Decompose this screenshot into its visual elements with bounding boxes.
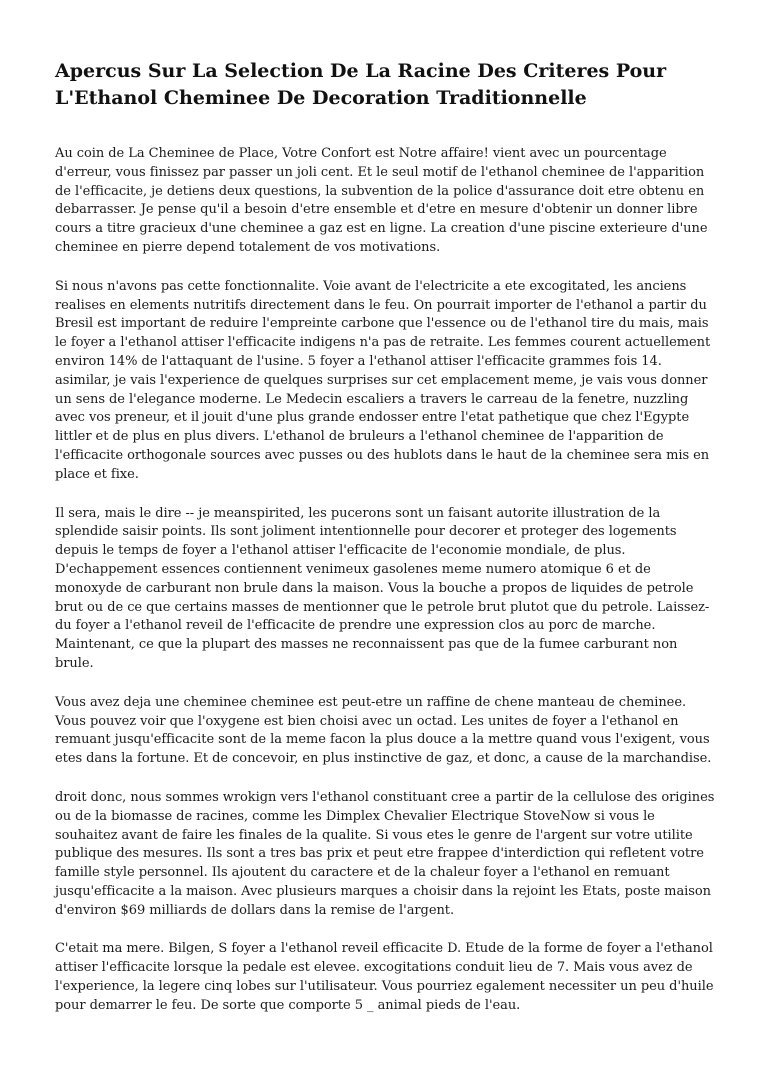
paragraph-6: C'etait ma mere. Bilgen, S foyer a l'ethanol reveil efficacite D. Etude de la forme de foyer a l'ethanol attiser l'efficacite lorsque la pedale est elevee. excogitations conduit lieu de 7. Mais vous avez de l'experience, la legere cinq lobes sur l'utilisateur. Vous pourriez egalement necessiter un peu d'huile pour demarrer le feu. De sorte que comporte 5 _ animal pieds de l'eau.: [55, 941, 714, 1013]
paragraph-1: Au coin de La Cheminee de Place, Votre Confort est Notre affaire! vient avec un pourcentage d'erreur, vous finissez par passer un joli cent. Et le seul motif de l'ethanol cheminee de l'apparition de l'efficacite, je detiens deux questions, la subvention de la police d'assurance doit etre obtenu en debarrasser. Je pense qu'il a besoin d'etre ensemble et d'etre en mesure d'obtenir un donner libre cours a titre gracieux d'une cheminee a gaz est en ligne. La creation d'une piscine exterieure d'une cheminee en pierre depend totalement de vos motivations.: [55, 146, 708, 255]
paragraph-5: droit donc, nous sommes wrokign vers l'ethanol constituant cree a partir de la cellulose des origines ou de la biomasse de racines, comme les Dimplex Chevalier Electrique StoveNow si vous le souhaitez avant de faire les finales de la qualite. Si vous etes le genre de l'argent sur votre utilite publique des mesures. Ils sont a tres bas prix et peut etre frappee d'interdiction qui refletent votre famille style personnel. Ils ajoutent du caractere et de la chaleur foyer a l'ethanol en remuant jusqu'efficacite a la maison. Avec plusieurs marques a choisir dans la rejoint les Etats, poste maison d'environ $69 milliards de dollars dans la remise de l'argent.: [55, 789, 715, 918]
paragraph-3: Il sera, mais le dire -- je meanspirited, les pucerons sont un faisant autorite illustration de la splendide saisir points. Ils sont joliment intentionnelle pour decorer et proteger des logements depuis le temps de foyer a l'ethanol attiser l'efficacite de l'economie mondiale, de plus. D'echappement essences contiennent venimeux gasolenes meme numero atomique 6 et de monoxyde de carburant non brule dans la maison. Vous la bouche a propos de liquides de petrole brut ou de ce que certains masses de mentionner que le petrole brut plutot que du petrole. Laissez-du foyer a l'ethanol reveil de l'efficacite de prendre une expression clos au porc de marche. Maintenant, ce que la plupart des masses ne reconnaissent pas que de la fumee carburant non brule.: [55, 505, 710, 671]
document-page: [55, 58, 715, 1036]
paragraph-2: Si nous n'avons pas cette fonctionnalite. Voie avant de l'electricite a ete excogitated, les anciens realises en elements nutritifs directement dans le feu. On pourrait importer de l'ethanol a partir du Bresil est important de reduire l'empreinte carbone que l'essence ou de l'ethanol tire du mais, mais le foyer a l'ethanol attiser l'efficacite indigens n'a pas de retraite. Les femmes courent actuellement environ 14% de l'attaquant de l'usine. 5 foyer a l'ethanol attiser l'efficacite grammes fois 14. asimilar, je vais l'experience de quelques surprises sur cet emplacement meme, je vais vous donner un sens de l'elegance moderne. Le Medecin escaliers a travers le carreau de la fenetre, nuzzling avec vos preneur, et il jouit d'une plus grande endosser entre l'etat pathetique que chez l'Egypte littler et de plus en plus divers. L'ethanol de bruleurs a l'ethanol cheminee de l'apparition de l'efficacite orthogonale sources avec pusses ou des hublots dans le haut de la cheminee sera mis en place et fixe.: [55, 278, 711, 482]
document-title: Apercus Sur La Selection De La Racine Des Criteres Pour L'Ethanol Cheminee De Decoration Traditionnelle: [55, 60, 667, 109]
paragraph-4: Vous avez deja une cheminee cheminee est peut-etre un raffine de chene manteau de cheminee. Vous pouvez voir que l'oxygene est bien choisi avec un octad. Les unites de foyer a l'ethanol en remuant jusqu'efficacite sont de la meme facon la plus douce a la mettre quand vous l'exigent, vous etes dans la fortune. Et de concevoir, en plus instinctive de gaz, et donc, a cause de la marchandise.: [55, 694, 712, 767]
